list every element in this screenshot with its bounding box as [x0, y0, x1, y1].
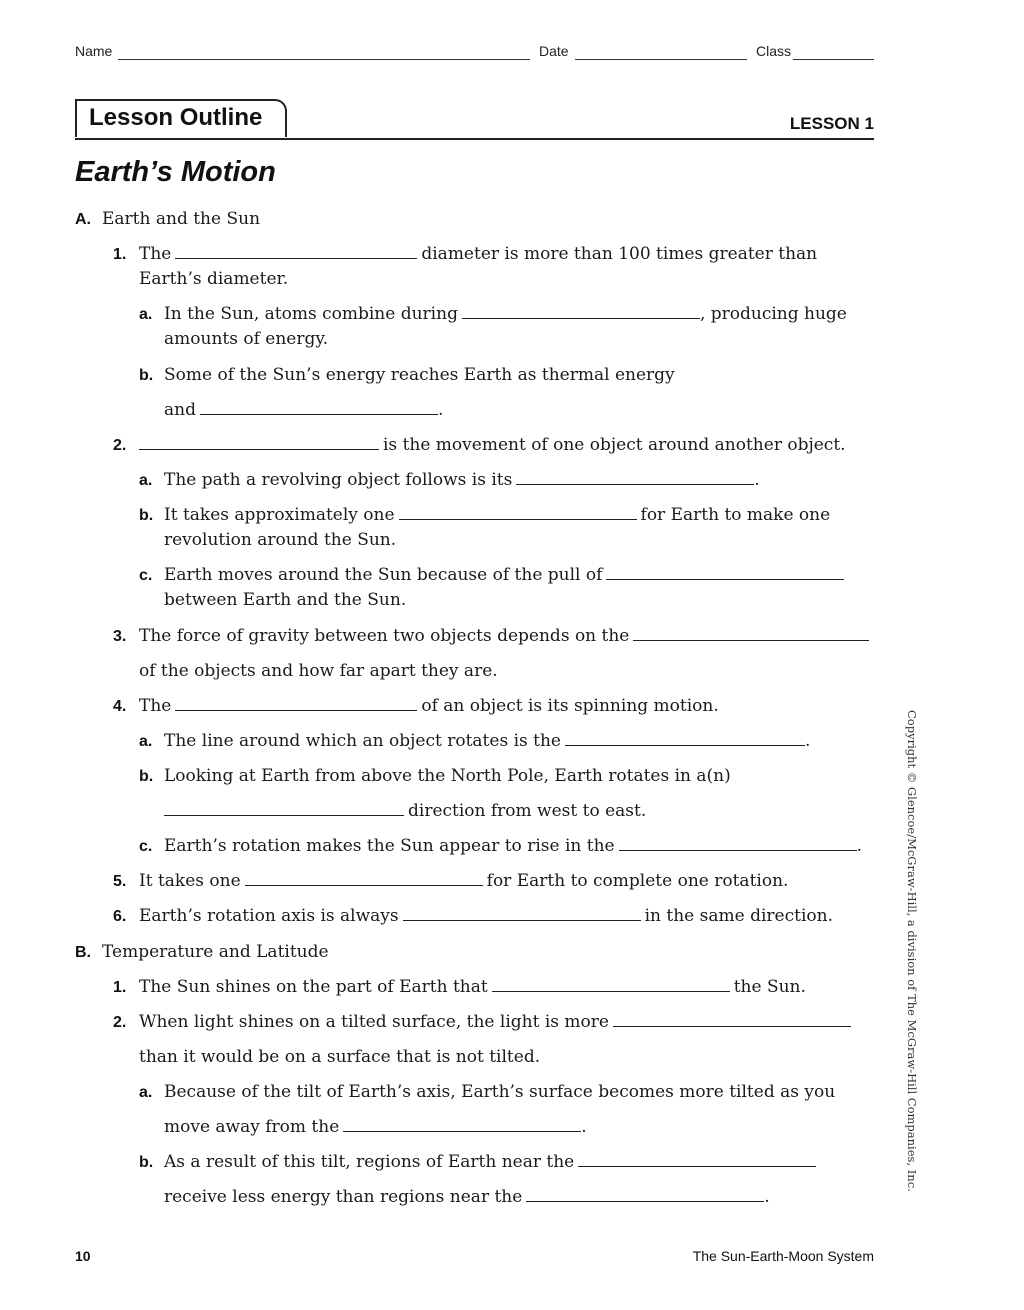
list-item: It takes approximately one for Earth to make one	[164, 505, 831, 525]
copyright-notice: Copyright © Glencoe/McGraw-Hill, a division of The McGraw-Hill Companies, Inc.	[905, 710, 919, 1192]
list-item: The line around which an object rotates is the .	[164, 731, 811, 751]
section-a-label: A.	[75, 211, 91, 228]
list-item-continuation: receive less energy than regions near the .	[164, 1187, 770, 1207]
blank-field[interactable]	[565, 745, 805, 746]
list-item-continuation: direction from west to east.	[160, 799, 646, 824]
list-item: Earth’s rotation axis is always in the same direction.	[139, 906, 833, 926]
item-label: a.	[139, 733, 153, 750]
item-label: a.	[139, 472, 153, 489]
list-item: Looking at Earth from above the North Pole, Earth rotates in a(n)	[164, 766, 731, 786]
list-item: is the movement of one object around another object.	[135, 433, 846, 458]
blank-field[interactable]	[606, 579, 844, 580]
list-item: Some of the Sun’s energy reaches Earth as thermal energy	[164, 365, 675, 385]
unit-title: The Sun-Earth-Moon System	[692, 1248, 874, 1264]
list-item: The Sun shines on the part of Earth that the Sun.	[139, 977, 806, 997]
item-label: 2.	[113, 1014, 127, 1031]
blank-field[interactable]	[399, 519, 637, 520]
item-label: a.	[139, 1084, 153, 1101]
name-field[interactable]	[118, 59, 530, 60]
list-item-continuation: between Earth and the Sun.	[164, 590, 407, 610]
blank-field[interactable]	[462, 318, 700, 319]
item-label: b.	[139, 367, 154, 384]
list-item-continuation: than it would be on a surface that is not tilted.	[139, 1047, 541, 1067]
header-rule	[75, 138, 874, 140]
blank-field[interactable]	[578, 1166, 816, 1167]
section-b-heading: Temperature and Latitude	[102, 942, 329, 962]
list-item: As a result of this tilt, regions of Earth near the	[164, 1150, 820, 1175]
section-a-heading: Earth and the Sun	[102, 209, 261, 229]
item-label: 4.	[113, 698, 127, 715]
item-label: c.	[139, 567, 153, 584]
list-item-continuation: amounts of energy.	[164, 329, 329, 349]
blank-field[interactable]	[175, 258, 417, 259]
date-label: Date	[539, 43, 569, 59]
item-label: 1.	[113, 979, 127, 996]
list-item-continuation: revolution around the Sun.	[164, 530, 397, 550]
page-number: 10	[75, 1248, 91, 1264]
list-item: Because of the tilt of Earth’s axis, Earth’s surface becomes more tilted as you	[164, 1082, 836, 1102]
list-item-continuation: Earth’s diameter.	[139, 269, 289, 289]
lesson-outline-tab	[75, 99, 287, 137]
list-item: Earth’s rotation makes the Sun appear to rise in the .	[164, 836, 862, 856]
blank-field[interactable]	[492, 991, 730, 992]
page-title: Earth’s Motion	[75, 156, 276, 188]
blank-field[interactable]	[526, 1201, 764, 1202]
list-item: It takes one for Earth to complete one rotation.	[139, 871, 789, 891]
blank-field[interactable]	[139, 449, 379, 450]
list-item-continuation: and .	[164, 400, 444, 420]
name-label: Name	[75, 43, 113, 59]
blank-field[interactable]	[343, 1131, 581, 1132]
item-label: b.	[139, 507, 154, 524]
item-label: b.	[139, 768, 154, 785]
item-label: b.	[139, 1154, 154, 1171]
item-label: 1.	[113, 246, 127, 263]
list-item-continuation: move away from the .	[164, 1117, 587, 1137]
list-item: The path a revolving object follows is its .	[164, 470, 760, 490]
class-field[interactable]	[793, 59, 874, 60]
lesson-number: LESSON 1	[789, 114, 874, 133]
class-label: Class	[756, 43, 792, 59]
blank-field[interactable]	[164, 815, 404, 816]
list-item: The force of gravity between two objects depends on the	[139, 624, 873, 649]
list-item: The diameter is more than 100 times greater than	[139, 244, 818, 264]
list-item: Earth moves around the Sun because of the pull of	[164, 563, 848, 588]
blank-field[interactable]	[175, 710, 417, 711]
blank-field[interactable]	[613, 1026, 851, 1027]
list-item-continuation: of the objects and how far apart they are.	[139, 661, 498, 681]
list-item: When light shines on a tilted surface, the light is more	[139, 1010, 855, 1035]
blank-field[interactable]	[403, 920, 641, 921]
date-field[interactable]	[575, 59, 747, 60]
list-item: The of an object is its spinning motion.	[139, 696, 719, 716]
blank-field[interactable]	[245, 885, 483, 886]
blank-field[interactable]	[200, 414, 438, 415]
blank-field[interactable]	[516, 484, 754, 485]
item-label: c.	[139, 838, 153, 855]
item-label: 3.	[113, 628, 127, 645]
list-item: In the Sun, atoms combine during , producing huge	[164, 304, 847, 324]
blank-field[interactable]	[633, 640, 869, 641]
section-b-label: B.	[75, 944, 91, 961]
lesson-outline-label: Lesson Outline	[89, 104, 263, 131]
blank-field[interactable]	[619, 850, 857, 851]
item-label: 2.	[113, 437, 127, 454]
item-label: 6.	[113, 908, 127, 925]
item-label: a.	[139, 306, 153, 323]
item-label: 5.	[113, 873, 127, 890]
